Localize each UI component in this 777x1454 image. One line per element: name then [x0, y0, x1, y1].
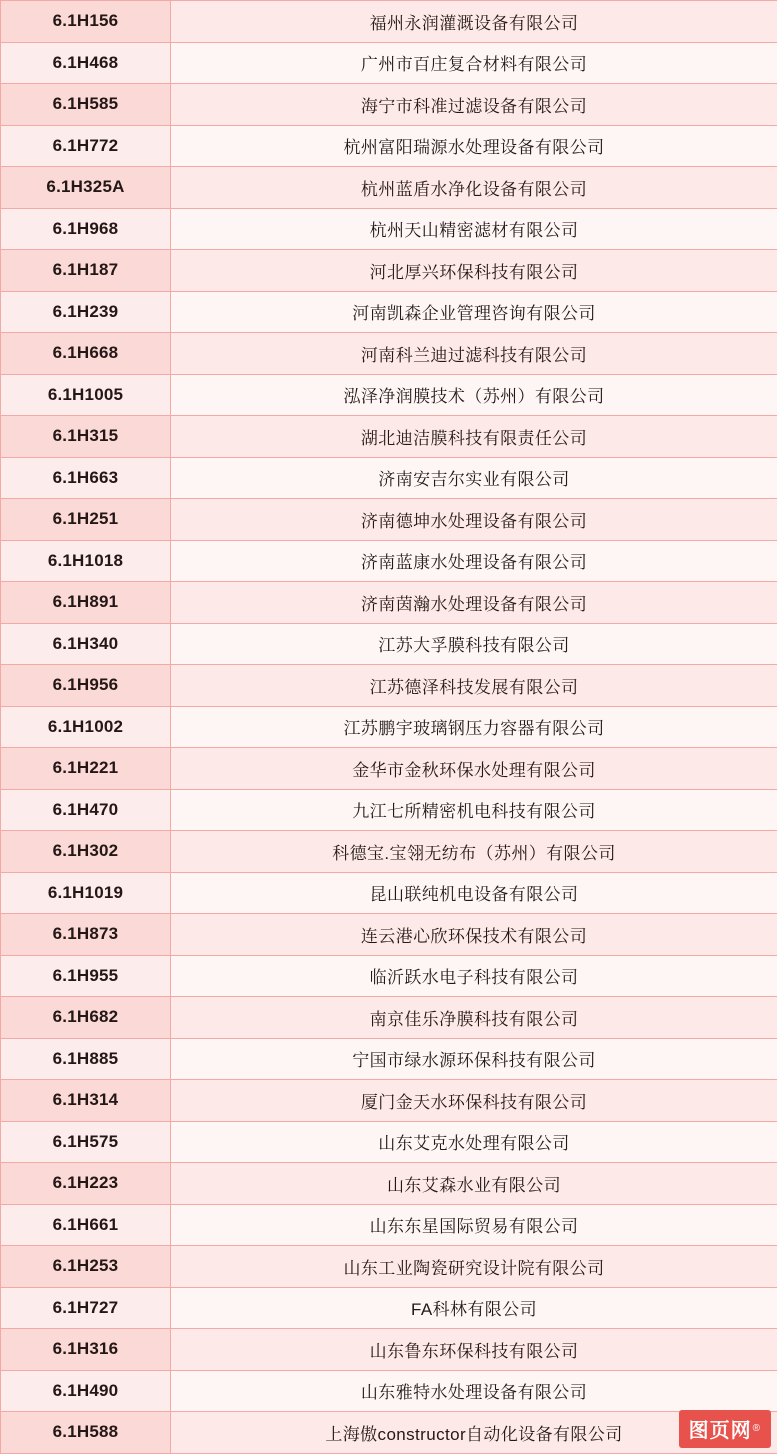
company-name-cell: 海宁市科准过滤设备有限公司	[171, 84, 777, 126]
booth-number-cell: 6.1H187	[1, 250, 171, 292]
booth-number-cell: 6.1H968	[1, 208, 171, 250]
table-row	[1, 665, 777, 707]
table-row	[1, 208, 777, 250]
table-row	[1, 291, 777, 333]
company-name-cell: 山东工业陶瓷研究设计院有限公司	[171, 1246, 777, 1288]
table-row	[1, 1370, 777, 1412]
company-name-cell: 九江七所精密机电科技有限公司	[171, 789, 777, 831]
table-body	[1, 1, 777, 1454]
booth-number-cell: 6.1H470	[1, 789, 171, 831]
company-name-cell: 南京佳乐净膜科技有限公司	[171, 997, 777, 1039]
table-row	[1, 333, 777, 375]
booth-number-cell: 6.1H223	[1, 1163, 171, 1205]
company-name-cell: 山东鲁东环保科技有限公司	[171, 1329, 777, 1371]
company-name-cell: 山东东星国际贸易有限公司	[171, 1204, 777, 1246]
company-name-cell: 金华市金秋环保水处理有限公司	[171, 748, 777, 790]
table-row	[1, 955, 777, 997]
booth-number-cell: 6.1H772	[1, 125, 171, 167]
company-name-cell: 湖北迪洁膜科技有限责任公司	[171, 416, 777, 458]
booth-number-cell: 6.1H1002	[1, 706, 171, 748]
booth-number-cell: 6.1H1018	[1, 540, 171, 582]
table-row	[1, 1329, 777, 1371]
company-name-cell: 昆山联纯机电设备有限公司	[171, 872, 777, 914]
booth-number-cell: 6.1H891	[1, 582, 171, 624]
company-name-cell: 河南科兰迪过滤科技有限公司	[171, 333, 777, 375]
booth-number-cell: 6.1H302	[1, 831, 171, 873]
table-row	[1, 84, 777, 126]
table-row	[1, 1163, 777, 1205]
company-name-cell: 连云港心欣环保技术有限公司	[171, 914, 777, 956]
company-name-cell: 科德宝.宝翎无纺布（苏州）有限公司	[171, 831, 777, 873]
booth-number-cell: 6.1H661	[1, 1204, 171, 1246]
booth-number-cell: 6.1H955	[1, 955, 171, 997]
booth-number-cell: 6.1H682	[1, 997, 171, 1039]
booth-number-cell: 6.1H1019	[1, 872, 171, 914]
table-row	[1, 748, 777, 790]
watermark-text: 图页网	[689, 1414, 752, 1443]
booth-number-cell: 6.1H727	[1, 1287, 171, 1329]
booth-number-cell: 6.1H885	[1, 1038, 171, 1080]
company-name-cell: 济南德坤水处理设备有限公司	[171, 499, 777, 541]
company-name-cell: 山东雅特水处理设备有限公司	[171, 1370, 777, 1412]
table-row	[1, 789, 777, 831]
company-name-cell: 江苏德泽科技发展有限公司	[171, 665, 777, 707]
table-row	[1, 499, 777, 541]
company-name-cell: 广州市百庄复合材料有限公司	[171, 42, 777, 84]
table-row	[1, 1246, 777, 1288]
table-row	[1, 250, 777, 292]
table-row	[1, 1, 777, 43]
table-row	[1, 42, 777, 84]
table-row	[1, 1204, 777, 1246]
table-row	[1, 706, 777, 748]
table-row	[1, 623, 777, 665]
company-name-cell: 济南蓝康水处理设备有限公司	[171, 540, 777, 582]
company-name-cell: FA科林有限公司	[171, 1287, 777, 1329]
booth-number-cell: 6.1H873	[1, 914, 171, 956]
booth-number-cell: 6.1H956	[1, 665, 171, 707]
company-name-cell: 杭州富阳瑞源水处理设备有限公司	[171, 125, 777, 167]
company-name-cell: 上海傲constructor自动化设备有限公司	[171, 1412, 777, 1454]
table-row	[1, 125, 777, 167]
booth-number-cell: 6.1H253	[1, 1246, 171, 1288]
booth-number-cell: 6.1H316	[1, 1329, 171, 1371]
company-name-cell: 江苏鹏宇玻璃钢压力容器有限公司	[171, 706, 777, 748]
table-row	[1, 582, 777, 624]
booth-number-cell: 6.1H585	[1, 84, 171, 126]
company-name-cell: 泓泽净润膜技术（苏州）有限公司	[171, 374, 777, 416]
company-name-cell: 杭州天山精密滤材有限公司	[171, 208, 777, 250]
booth-number-cell: 6.1H588	[1, 1412, 171, 1454]
booth-number-cell: 6.1H239	[1, 291, 171, 333]
company-name-cell: 厦门金天水环保科技有限公司	[171, 1080, 777, 1122]
company-name-cell: 宁国市绿水源环保科技有限公司	[171, 1038, 777, 1080]
booth-number-cell: 6.1H340	[1, 623, 171, 665]
company-name-cell: 山东艾克水处理有限公司	[171, 1121, 777, 1163]
booth-number-cell: 6.1H468	[1, 42, 171, 84]
booth-number-cell: 6.1H315	[1, 416, 171, 458]
table-row	[1, 1080, 777, 1122]
table-row	[1, 540, 777, 582]
booth-number-cell: 6.1H325A	[1, 167, 171, 209]
table-row	[1, 831, 777, 873]
company-name-cell: 福州永润灌溉设备有限公司	[171, 1, 777, 43]
table-row	[1, 457, 777, 499]
company-name-cell: 杭州蓝盾水净化设备有限公司	[171, 167, 777, 209]
booth-number-cell: 6.1H156	[1, 1, 171, 43]
table-row	[1, 167, 777, 209]
table-row	[1, 872, 777, 914]
booth-number-cell: 6.1H668	[1, 333, 171, 375]
booth-number-cell: 6.1H221	[1, 748, 171, 790]
company-name-cell: 河南凯森企业管理咨询有限公司	[171, 291, 777, 333]
table-row	[1, 1412, 777, 1454]
table-row	[1, 1121, 777, 1163]
company-name-cell: 济南安吉尔实业有限公司	[171, 457, 777, 499]
booth-number-cell: 6.1H314	[1, 1080, 171, 1122]
company-name-cell: 河北厚兴环保科技有限公司	[171, 250, 777, 292]
table-row	[1, 416, 777, 458]
booth-number-cell: 6.1H575	[1, 1121, 171, 1163]
company-name-cell: 江苏大孚膜科技有限公司	[171, 623, 777, 665]
booth-number-cell: 6.1H251	[1, 499, 171, 541]
company-name-cell: 济南茵瀚水处理设备有限公司	[171, 582, 777, 624]
table-row	[1, 1038, 777, 1080]
table-row	[1, 1287, 777, 1329]
booth-number-cell: 6.1H1005	[1, 374, 171, 416]
watermark	[679, 1410, 771, 1448]
table-row	[1, 997, 777, 1039]
company-name-cell: 山东艾森水业有限公司	[171, 1163, 777, 1205]
company-name-cell: 临沂跃水电子科技有限公司	[171, 955, 777, 997]
booth-number-cell: 6.1H663	[1, 457, 171, 499]
booth-number-cell: 6.1H490	[1, 1370, 171, 1412]
table-row	[1, 914, 777, 956]
table-row	[1, 374, 777, 416]
registered-mark-icon: ®	[753, 1423, 761, 1434]
